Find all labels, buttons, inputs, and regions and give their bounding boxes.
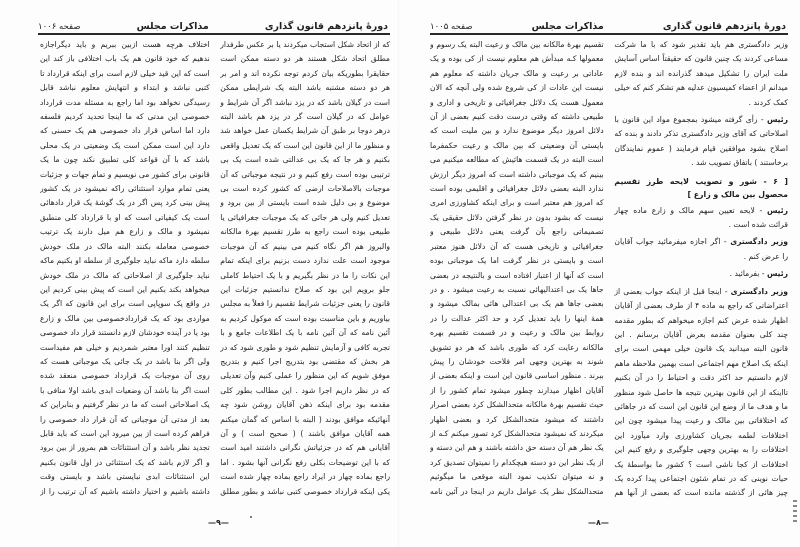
right-page-folio: —۸— [588,518,609,527]
scan-edge-marks [793,500,797,524]
paragraph: رئیس - رأی گرفته میشود بمجموع مواد این قانون با اصلاحاتی که آقای وزیر دادگستری تذکر دادند و بنده که اصلاح بشود موافقین قیام فرمایند ( عموم نمایندگان برخاستند ) باتفاق تصویب شد . [614,115,788,168]
speaker-label: رئیس [766,205,788,215]
right-header-page-number: صفحه ۱۰۰۵ [430,22,473,32]
paragraph: وزیر دادگستری - اگر اجازه میفرمائید جواب آقایان را عرض کنم . [614,237,788,261]
paragraph: وزیر دادگستری هم باید تقدیر شود که با ما شرکت مساعی کردند یک چنین قانون که حقیقتاً اساس آسایش ملت ایران را تشکیل میدهد گذرانده اند و بنده لازم میدانم از اعضاء کمیسیون عدلیه هم تشکر کنم که خیلی کمک کردند . [614,40,788,107]
left-page-columns [40,38,390,498]
left-header-page-number: صفحه ۱۰۰۶ [38,22,81,32]
paragraph: اختلاف هرچه هست ازبین ببریم و باید دیگراجازه ندهیم که خود قانون هم یک باب اختلافی باز کند این است که این قید خیلی لازم است برای اینکه قرارداد تا کتبی نباشد و ابتداء و انتهایش معلوم نباشد قابل رسیدگی نخواهد بود اما راجع به مسئله مدت قرارداد خصوصی این مدتی که ما اینجا تحدید کردیم فلسفه دارد اما اساس قرار داد خصوصی هم یک حسنی که دارد این است ممکن است یک وضعیتی در یک محلی باشد که با آن قواعد کلی تطبیق نکند چون ما یک قانونی برای کشور می نویسیم و تمام جهات و جزئیات یعنی تمام موارد استثنائی راکه نمیشود در یک کشور پیش بینی کرد پس اگر در یک گوشهٔ یک قرار دادهائی است یک کیفیاتی است که او با قرارداد کلی منطبق نمیشود و مالک و زارع هم میل دارند یک ترتیب خصوصی معامله بکنند البته مالک در ملک خودش سلطه دارد ماکه نباید جلوگیری از سلطه او بکنیم ماکه نباید جلوگیری از اصلاحاتی که مالک در ملک خودش میخواهد بکند بکنیم این است که پیش بینی کردیم این در واقع یک سوپاپی است برای این قانون که اگر یک مواردی بود که یک قراردادخصوصی بین مالک و زارع بود یا در آینده خودشان لازم دانستند قرار داد خصوصی تنظیم کنند اورا معتبر شمردیم و خیلی هم مفیداست ولی اگر بنا باشد در یک جائی یک موجباتی هست که روی آن موجبات یک قرارداد خصوصی منعقد شده است اگر بنا باشد آن وضعیات ابدی باشد اولا منافی با یک اصلاحاتی است که ما در نظر گرفتیم و بنابراین که بعد از مدتی آن موجباتی که آن قرار داد خصوصی را فراهم کرده است از بین میرود این است که باید قابل تجدید نظر باشد و آن استثنائات هم بمرور از بین برود و اگر لازم باشد که یک استثنائی در اول قانون بکنیم این استثنائات ابدی نبایستی باشد و بایستی وقت داشته باشیم و اختیار داشته باشیم که آن ترتیب را از [40,40,210,496]
right-header-rule [430,33,788,35]
right-header-center: مذاکرات مجلس [531,21,604,32]
right-page-columns [430,38,788,498]
right-page-header [430,16,786,32]
paragraph: تقسیم بهرهٔ مالکانه بین مالک و رعیت البته یک رسوم و معمولها کـه مبدأش هم معلوم نیست از کی بوده و یک عاداتی بر رعیت و مالک جریان داشته که معلوم هم نیست این عادات از کی شروع شده ولی آنچه که الان معمول هست یک دلائل جغرافیائی و تاریخی و اداری و طبیعی داشته که وقتی درست دقت کنیم بعضی از آن دلائل امروز دیگر موضوع ندارد و بین ملیت است که بایستی آن وضعیتی که بین مالک و رعیت حکمفرما است البته در یک قسمت هائیش که مطالعه میکنیم می بینیم که یک موجباتی داشته است که امروز دیگر ارزش ندارد البته بعضی دلائل جغرافیائی و اقلیمی بوده است که امروز هم معتبر است و برای اینکه کشاورزی امری نیست که بشود بدون در نظر گرفتن دلائل حقیقی یک تصمیماتی راجع بآن گرفت یعنی دلائل طبیعی و جغرافیائی و تاریخی هست که آن دلائل هنوز معتبر است و بایستی در نظر گرفت اما یک موجباتی بوده است که آنها از اعتبار افتاده است و بالنتیجه در بعضی جاها یک بی اعتدالیهائی نسبت به رعیت میشود . و در بعضی جاها هم یک بی اعتدالی هائی بمالک میشود و همهٔ اینها را باید تعدیل کرد و حد اکثر عدالت را در روابط بین مالک و رعیت و در قسمت تقسیم بهره مالکانه رعایت کرد که طوری باشد که هر دو تشویق شوند به بهترین وجهی امر فلاحت خودشان را پیش ببرند . منظور اساسی قانون این است و اینکه بعضی از آقایان اظهار میدارند چطور میشود تمام کشور را از حیث تقسیم بهرهٔ مالکانه متحدالشکل کرد بعضی اصرار داشتند که میشود متحدالشکل کرد و بعضی اظهار میکردند که نمیشود متحدالشکل کرد تصور میکنم کـه از یک نظر هم آن دسته حق داشته باشند و هم این دسته و از یک نظر این دو دسته هیچکدام را نمیتوان تصدیق کرد و نه میتوان تکذیب نمود البته موقعی ما میگوئیم متحدالشکل نظر یک عوامل داریم در اینجا در آئین نامه [430,40,604,496]
right-page-left-column [430,38,604,498]
left-header-title: دورهٔ پانزدهم قانون گذاری [264,21,388,32]
scan-speck [250,516,252,518]
left-header-rule [38,33,390,35]
paragraph: رئیس - لایحه تعیین سهم مالک و زارع ماده چهار قرائت شده است . [614,205,788,230]
right-page [400,0,800,547]
left-page-right-column [220,38,390,498]
paragraph: وزیر دادگستری - اینجا قبل از اینکه جواب بعضی از اعتراضاتی که راجع به ماده ۴ از طرف بعضی از آقایان اظهار شده عرض کنم اجازه میخواهم که بطور مقدمه چند کلی بعنوان مقدمه بعرض آقایان برسانم . این قانون البته میدانید یک قانون خیلی مهمی است برای اینکه یک اصلاح مهم اجتماعی است بهمین ملاحظه ماهم لازم دانستیم حد اکثر دقت و احتیاط را در آن بکنیم تااینکه از این قانون بهترین نتیجه ها حاصل شود منظور ما و هدف ما از وضع این قانون این است که در جاهائی که اختلافاتی بین مالک و رعیت پیدا میشود چون این اختلافات لطمه بجریان کشاورزی وارد میآورد این اختلافات را به بهترین وجهی جلوگیری و رفع کنیم این اختلافات از کجا ناشی است ؟ کشور ما بواسطهٔ یک حیات نوینی که در تمام شئون اجتماعی پیدا کرده یک چیز هائی از گذشته مانده است که بعضی از آنها هم [614,286,788,498]
speaker-label: رئیس [766,269,788,279]
paragraph: که از اتحاد شکل استجاب میکردند یا بر عکس طرفدار مطلق اتحاد شکل هستند هر دو دسته ممکن است حقایقرا بطوریکه بیان کردم توجه نکرده اند و امر بر هر دو دسته مشتبه باشد البته یک شرایطی ممکن است در گیلان باشد که در یزد نباشد اگر آن شرایط و عوامل که در گیلان است گر در یزد هم باشد البته درهر دوجا بر طبق آن شرایط یکسان عمل خواهد شد و منظور ما از این قانون این است که یک تعدیل واقعی بکنیم و هر جا که یک بی عدالتی شده است یک بی ترتیبی بوده است رفع کنیم و در نتیجه موجباتی که آن موجبات بالاصلاحات ارضی که کشور کرده است بی موضوع و بی دلیل شده است بایستی از بین برود و تعدیل کنیم ولی هر جائی که یک موجبات جغرافیائی یا طبیعی بوده است راجع به طرز تقسیم بهرهٔ مالکانه والبروز هم اگر نگاه کنیم می بینیم که آن موجبات موجود است علت ندارد دست بزنیم برای اینکه تمام این نکات را ما در نظر بگیریم و با یک احتیاط کاملی جلو برویم این بود که صلاح ندانستیم جزئیات این قانون را یعنی جزئیات شرایط تقسیم را فعلاً به مجلس بیاوریم و باین مناسبت بوده است که موکول کردیم به آئین نامه که آن آئین نامه با یک اطلاعات جامع و با تجربه کافی و آزمایش تنظیم شود و طوری شود که در هر بخش که مقتضی بود بتدریج اجرا کنیم و بتدریج موفق شویم که این منظور را عملی کنیم وآن تعدیلی که در نظر داریم اجرا شود . این مطالب بطور کلی مقدمه بود برای اینکه ذهن آقایان روشن شود چه آنهائیکه موافق بودند ( البته با اساس که گمان میکنم همه آقایان موافق باشند ) ( صحیح است ) و آن آقایانی هم که در جزئیاتش نگرانی داشتند امید است که با این توضیحات بکلی رفع نگرانی آنها بشود . اما راجع بماده چهار در ایراد راجع بماده چهار شده است یکی اینکه قرارداد خصوصی کتبی نباشد و بطور مطلق [220,40,390,496]
speaker-label: رئیس [766,115,788,125]
speaker-label: وزیر دادگستری [730,286,788,296]
left-page-left-column [40,38,210,498]
speaker-label: وزیر دادگستری [730,237,788,247]
section-heading: [ ۶ - شور و تصویب لایحه طرز تقسیم محصول بین مالک و زارع ] [614,176,788,199]
paragraph: رئیس - بفرمائید . [729,269,788,279]
right-page-right-column [614,38,788,498]
left-header-center: مذاکرات مجلس [136,21,209,32]
left-page-folio: —۹— [208,518,229,527]
right-header-title: دورهٔ پانزدهم قانون گذاری [662,21,786,32]
left-page-header [38,16,388,32]
